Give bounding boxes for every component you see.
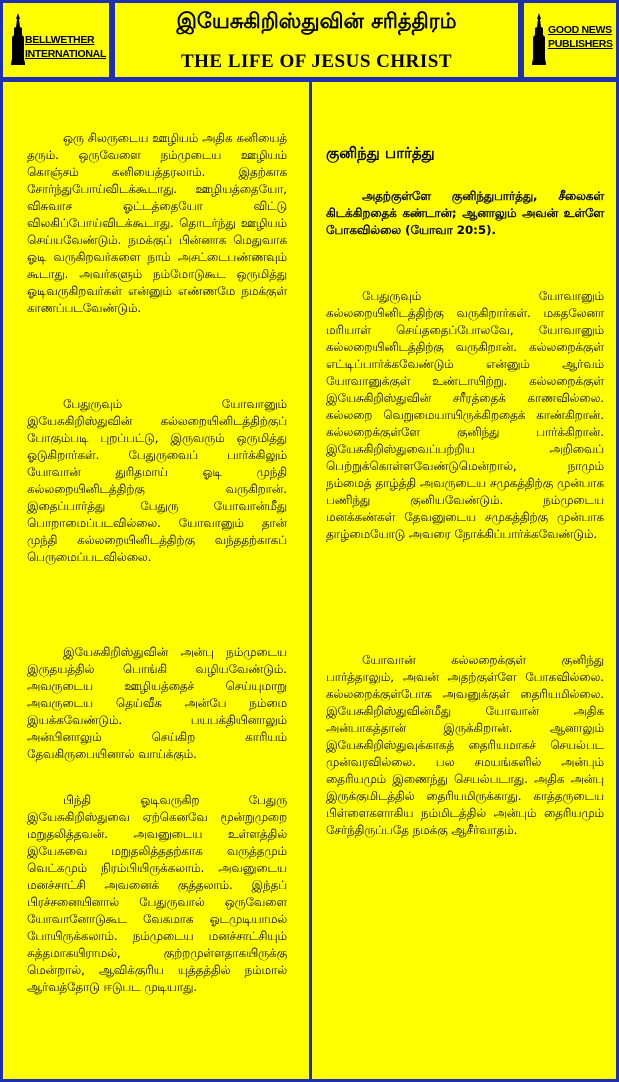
right-paragraph-1: பேதுருவும் யோவானும் கல்லறையினிடத்திற்கு வருகிறார்கள். மகதலேனா மரியாள் செய்ததைப்போலவே, யோவானும் கல்லறையினிடத்திற்கு வருகிறான். கல்லறைக்குள் எட்டிப்பார்க்கவேண்டும் என்னும் ஆர்வம் யோவானுக்குள் உண்டாயிற்று. கல்லறைக்குள் இயேசுகிறிஸ்துவின் சரீரத்தைக் காணவில்லை. கல்லறை வெறுமையாயிருக்கிறதைக் காண்கிறான். கல்லறைக்குள்ளே குனிந்து பார்க்கிறான். இயேசுகிறிஸ்துவைப்பற்றிய அறிவைப் பெற்றுக்கொள்ளவேண்டுமென்றால், நாமும் நம்மைத் தாழ்த்தி அவருடைய சமுகத்திற்கு முன்பாக பணிந்து குனியவேண்டும். நம்முடைய மனக்கண்கள் தேவனுடைய சமுகத்திற்கு முன்பாக தாழ்மையோடு அவரை நோக்கிப்பார்க்கவேண்டும். xyxy=(326,289,604,541)
left-paragraph-1: ஒரு சிலருடைய ஊழியம் அதிக கனியைத் தரும். ஒருவேளை நம்முடைய ஊழியம் கொஞ்சம் கனியைத்தரலாம். இதற்காக சோர்ந்துபோய்விடக்கூடாது. ஊழியத்தையோ, விசுவாச ஓட்டத்தையோ விட்டு விலகிப்போய்விடக்கூடாது. தொடர்ந்து ஊழியம் செய்யவேண்டும். நமக்குப் பின்னாக மெதுவாக ஓடி வருகிறவர்களை நாம் அசட்டைபண்ணவும் கூடாது. அவர்களும் நம்மோடுகூட ஒருமித்து ஓடிவருகிறவர்கள் என்னும் எண்ணமே நமக்குள் காணப்படவேண்டும். xyxy=(27,131,287,315)
bellwether-emblem-icon xyxy=(11,13,25,65)
good-news-emblem-icon xyxy=(532,13,546,65)
right-paragraph-2: யோவான் கல்லறைக்குள் குனிந்து பார்த்தாலும், அவன் அதற்குள்ளே போகவில்லை. கல்லறைக்குள்போக அவனுக்குள் தைரியமில்லை. இயேசுகிறிஸ்துவின்மீது யோவான் அதிக அன்பாகத்தான் இருக்கிறான். ஆனாலும் இயேசுகிறிஸ்துவுக்காகத் தைரியமாகச் செயல்பட முன்வரவில்லை. பல சமயங்களில் அன்பும் தைரியமும் இணைந்து செயல்படாது. அதிக அன்பு இருக்குமிடத்தில் தைரியமிருக்காது. காத்தருடைய பிள்ளைகளாகிய நம்மிடத்தில் அன்பும் தைரியமும் சேர்ந்திருப்பதே நமக்கு ஆசீர்வாதம். xyxy=(326,653,604,837)
good-news-logo xyxy=(521,0,619,80)
good-news-logo-text: GOOD NEWS PUBLISHERS xyxy=(548,24,613,50)
scripture-verse: அதற்குள்ளே குனிந்துபார்த்து, சீலைகள் கிடக்கிறதைக் கண்டான்; ஆனாலும் அவன் உள்ளே போகவில்லை (யோவா 20:5). xyxy=(326,189,604,237)
title-banner xyxy=(112,0,521,80)
left-paragraph-4: பிந்தி ஓடிவருகிற பேதுரு இயேசுகிறிஸ்துவை ஏற்கெனவே மூன்றுமுறை மறுதலித்தவன். அவனுடைய உள்ளத்தில் இயேசுவை மறுதலித்ததற்காக வருத்தமும் வெட்கமும் நிரம்பியிருக்கலாம். அவனுடைய மனச்சாட்சி அவனைக் குத்தலாம். இந்தப் பிரச்சனையினால் பேதுருவால் ஒருவேளை யோவானோடுகூட வேகமாக ஓடமுடியாமல் போயிருக்கலாம். நம்முடைய மனச்சாட்சியும் சுத்தமாகயிராமல், குற்றமுள்ளதாகயிருக்கு மென்றால், ஆவிக்குரிய யுத்தத்தில் நம்மால் ஆர்வத்தோடு ஈடுபட முடியாது. xyxy=(27,793,287,994)
left-column xyxy=(0,79,312,1082)
english-title: THE LIFE OF JESUS CHRIST xyxy=(180,51,453,72)
right-column xyxy=(309,79,619,1082)
tamil-title: இயேசுகிறிஸ்துவின் சரித்திரம் xyxy=(176,9,457,33)
left-paragraph-3: இயேசுகிறிஸ்துவின் அன்பு நம்முடைய இருதயத்தில் பொங்கி வழியவேண்டும். அவருடைய ஊழியத்தைச் செய்யுமாறு அவருடைய தெய்வீக அன்பே நம்மை இயக்கவேண்டும். பயபக்தியினாலும் அன்பினாலும் செய்கிற காரியம் தேவகிருபையினால் வாய்க்கும். xyxy=(27,645,287,761)
left-paragraph-2: பேதுருவும் யோவானும் இயேசுகிறிஸ்துவின் கல்லறையினிடத்திற்குப் போகும்படி புறப்பட்டு, இருவரும் ஒருமித்து ஓடுகிறார்கள். பேதுருவைப் பார்க்கிலும் யோவான் துரிதமாய் ஓடி முந்தி கல்லறையினிடத்திற்கு வருகிறான். இதைப்பார்த்து பேதுரு யோவான்மீது பொறாமைப்படவில்லை. யோவானும் தான் முந்தி கல்லறையினிடத்திற்கு வந்ததற்காகப் பெருமைப்படவில்லை. xyxy=(27,397,287,564)
bellwether-logo-text: BELLWETHER INTERNATIONAL xyxy=(25,34,107,60)
section-heading: குனிந்து பார்த்து xyxy=(326,144,435,162)
bellwether-logo xyxy=(0,0,112,80)
